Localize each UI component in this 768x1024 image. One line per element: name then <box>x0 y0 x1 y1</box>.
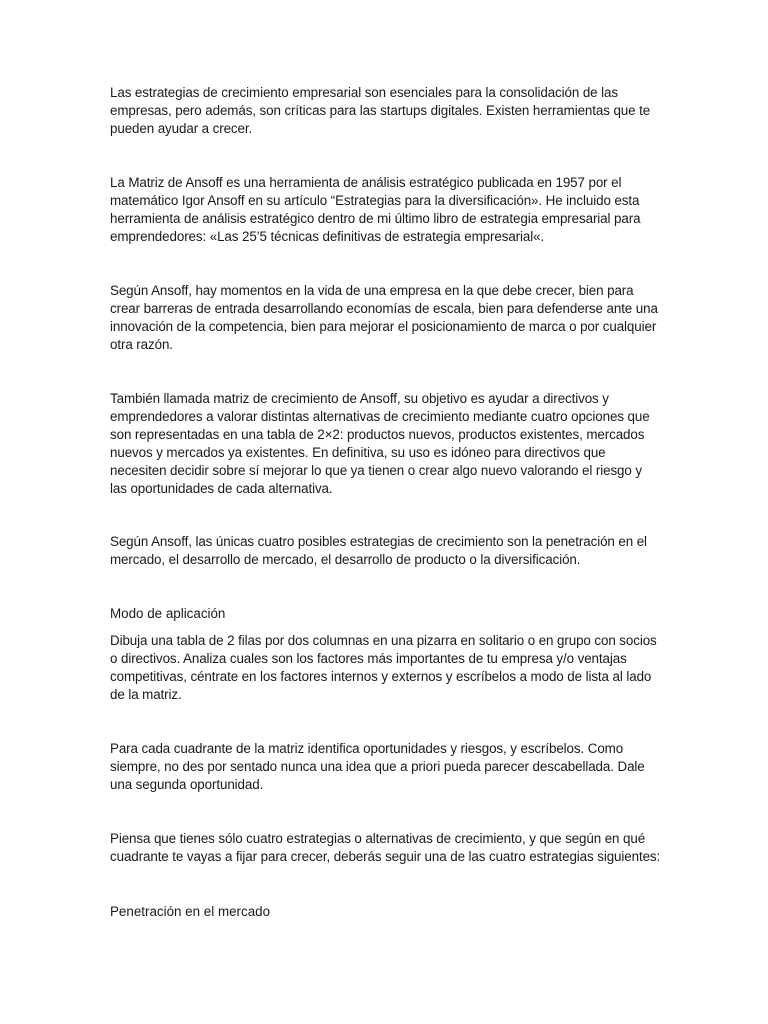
paragraph-quadrants: Para cada cuadrante de la matriz identifica oportunidades y riesgos, y escríbelos. Como siempre, no des por sentado nunca una idea que a priori pueda parecer descabellada. Dale una segunda oportunidad. <box>110 741 645 792</box>
heading-market-penetration: Penetración en el mercado <box>110 904 271 919</box>
paragraph-growth-moments: Según Ansoff, hay momentos en la vida de una empresa en la que debe crecer, bien para crear barreras de entrada desarrollando economías de escala, bien para defenderse ante una innovación de la competencia, bien para mejorar el posicionamiento de marca o por cualquier otra razón. <box>110 283 658 352</box>
paragraph-four-strategies: Según Ansoff, las únicas cuatro posibles estrategias de crecimiento son la penetración en el mercado, el desarrollo de mercado, el desarrollo de producto o la diversificación. <box>110 534 647 567</box>
paragraph-ansoff-matrix: La Matriz de Ansoff es una herramienta de análisis estratégico publicada en 1957 por el matemático Igor Ansoff en su artículo “Estrategias para la diversificación». He incluido esta herramienta de análisis estratégico dentro de mi último libro de estrategia empresarial para emprendedores: «Las 25’5 técnicas definitivas de estrategia empresarial«. <box>110 175 641 244</box>
paragraph-choose-strategy: Piensa que tienes sólo cuatro estrategias o alternativas de crecimiento, y que según en qué cuadrante te vayas a fijar para crecer, deberás seguir una de las cuatro estrategias siguientes: <box>110 831 661 864</box>
paragraph-draw-table: Dibuja una tabla de 2 filas por dos columnas en una pizarra en solitario o en grupo con socios o directivos. Analiza cuales son los factores más importantes de tu empresa y/o ventajas competitivas, céntrate en los factores internos y externos y escríbelos a modo de lista al lado de la matriz. <box>110 633 657 702</box>
paragraph-growth-matrix: También llamada matriz de crecimiento de Ansoff, su objetivo es ayudar a directivos y emprendedores a valorar distintas alternativas de crecimiento mediante cuatro opciones que son representadas en una tabla de 2×2: productos nuevos, productos existentes, mercados nuevos y mercados ya existentes. En definitiva, su uso es idóneo para directivos que necesiten decidir sobre sí mejorar lo que ya tienen o crear algo nuevo valorando el riesgo y las oportunidades de cada alternativa. <box>110 391 650 496</box>
heading-application-mode: Modo de aplicación <box>110 606 226 621</box>
paragraph-intro: Las estrategias de crecimiento empresarial son esenciales para la consolidación de las empresas, pero además, son críticas para las startups digitales. Existen herramientas que te pueden ayudar a crecer. <box>110 85 651 136</box>
